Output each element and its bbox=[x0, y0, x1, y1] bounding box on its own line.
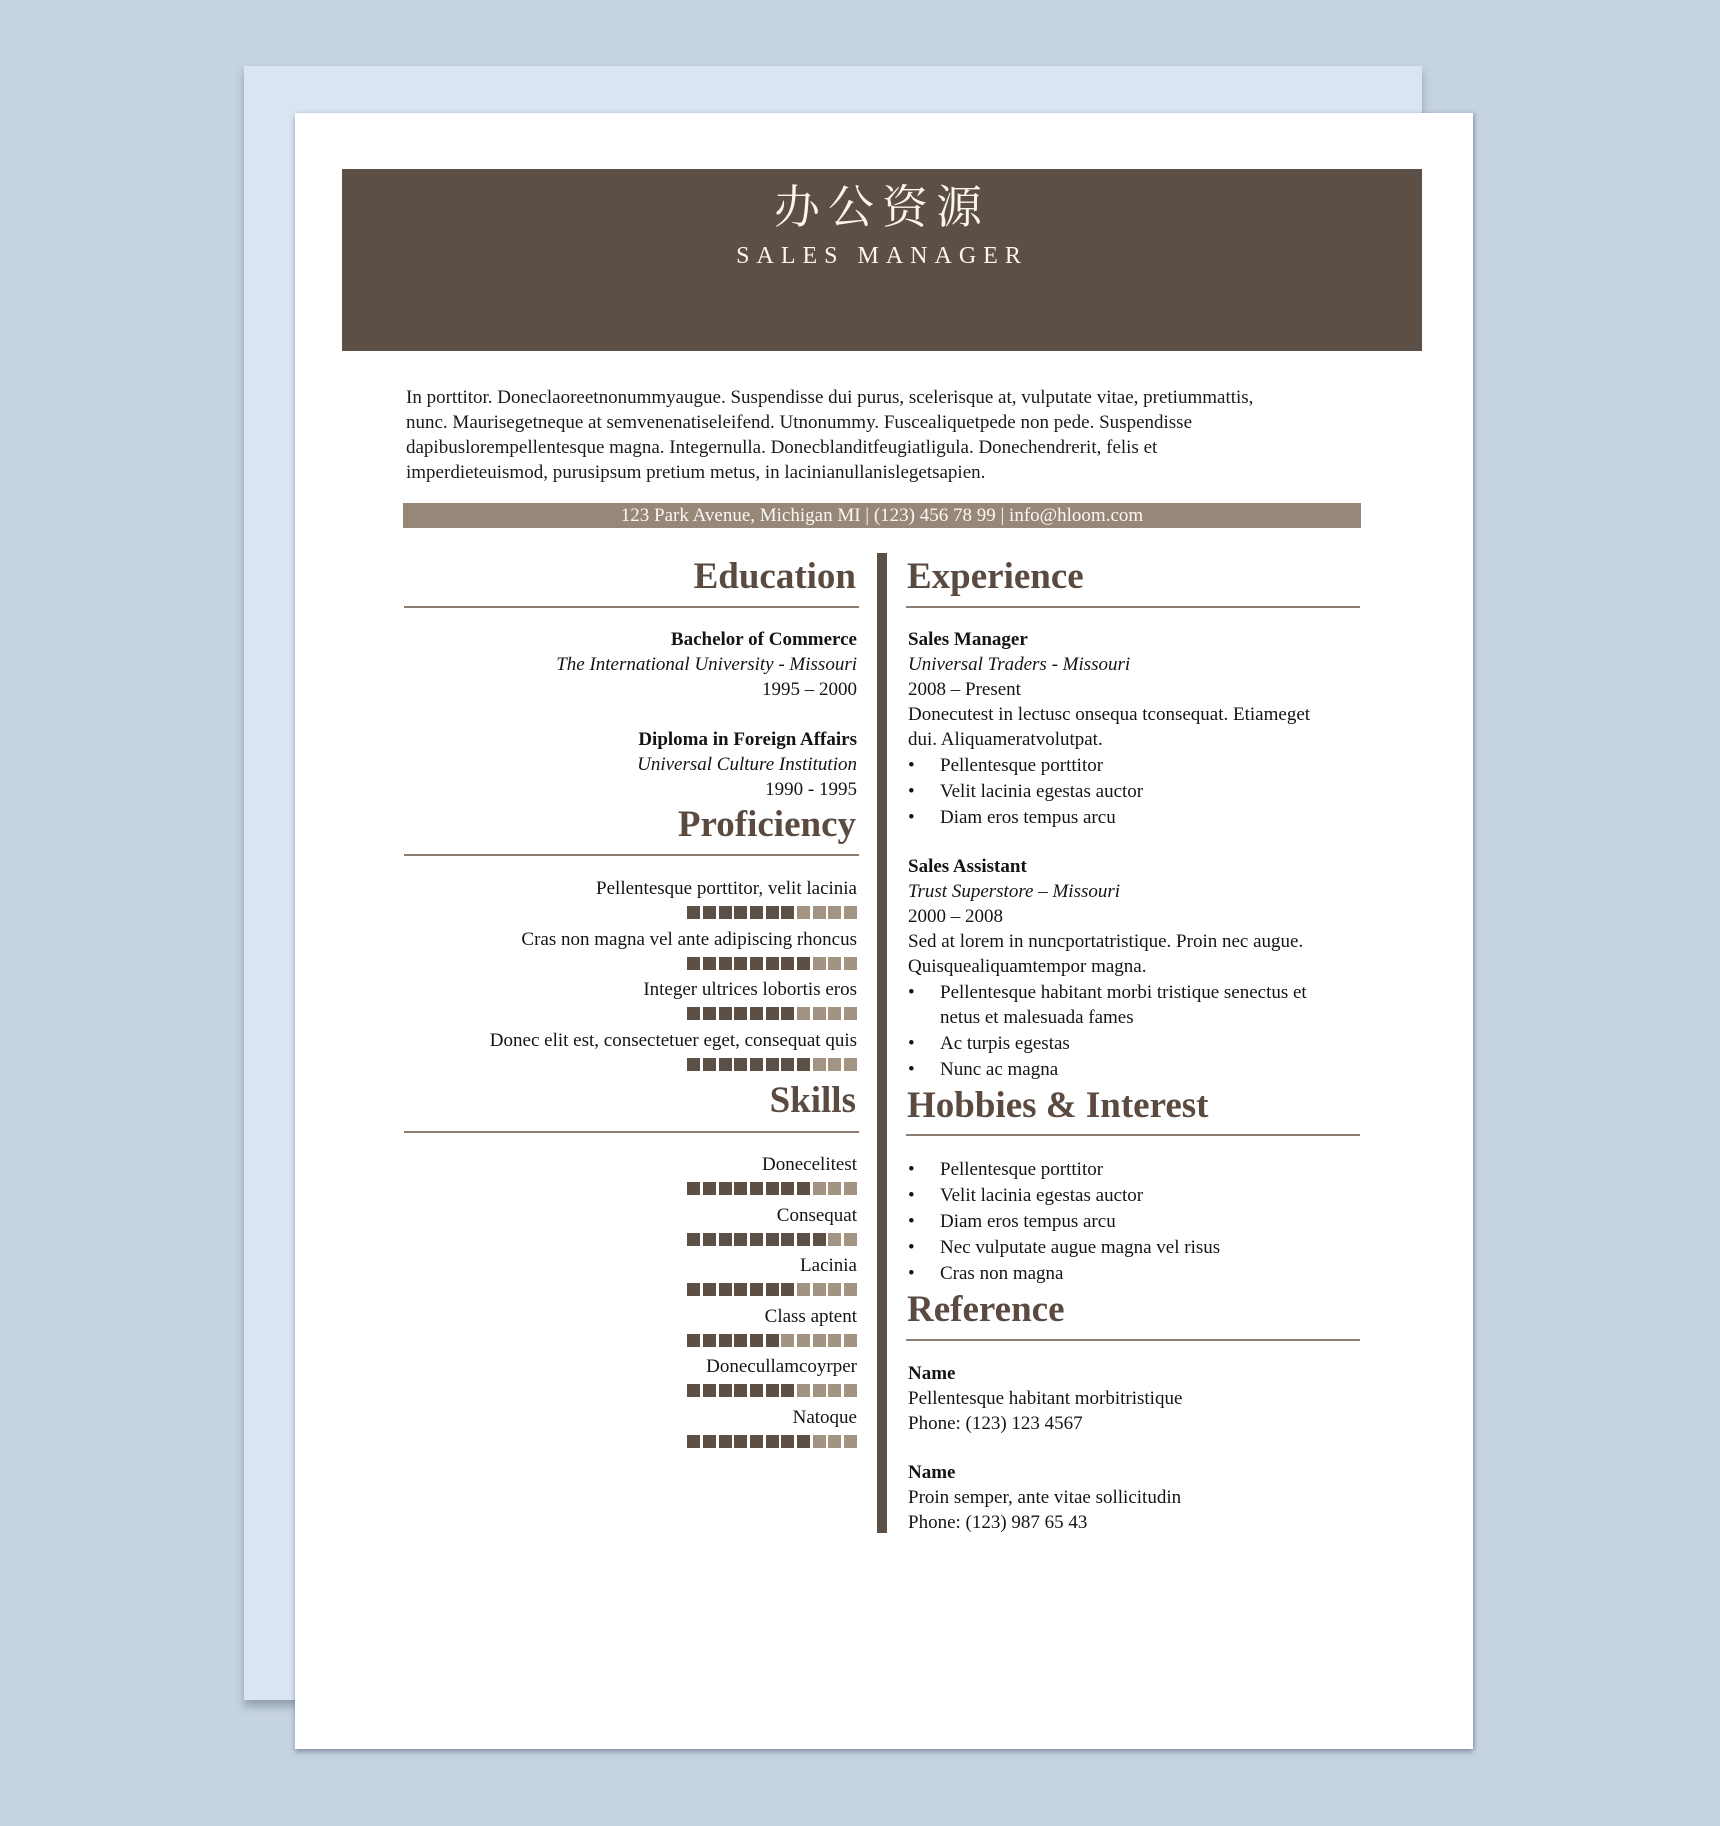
education-years: 1990 - 1995 bbox=[765, 779, 857, 800]
summary-line: nunc. Maurisegetneque at semvenenatiseleifend. Utnonummy. Fuscealiquetpede non pede. Suspendisse bbox=[406, 412, 1193, 433]
rating-square-filled-icon bbox=[766, 957, 779, 970]
rating-square-empty-icon bbox=[828, 1283, 841, 1296]
rating-square-empty-icon bbox=[813, 1007, 826, 1020]
proficiency-label: Donec elit est, consectetuer eget, consequat quis bbox=[489, 1030, 857, 1052]
candidate-name: 办公资源 bbox=[774, 180, 990, 234]
rating-square-filled-icon bbox=[703, 1283, 716, 1296]
proficiency-rule bbox=[404, 854, 859, 856]
rating-square-filled-icon bbox=[750, 1283, 763, 1296]
rating-square-filled-icon bbox=[797, 1435, 810, 1448]
proficiency-rating-meter bbox=[687, 1007, 857, 1020]
education-degree: Bachelor of Commerce bbox=[670, 629, 857, 650]
rating-square-empty-icon bbox=[844, 957, 857, 970]
rating-square-filled-icon bbox=[734, 906, 747, 919]
rating-square-filled-icon bbox=[703, 1435, 716, 1448]
rating-square-filled-icon bbox=[687, 1435, 700, 1448]
rating-square-filled-icon bbox=[766, 906, 779, 919]
rating-square-empty-icon bbox=[797, 1334, 810, 1347]
rating-square-filled-icon bbox=[719, 1182, 732, 1195]
skill-rating-meter bbox=[687, 1334, 857, 1347]
reference-description: Pellentesque habitant morbitristique bbox=[908, 1388, 1183, 1409]
rating-square-filled-icon bbox=[781, 1182, 794, 1195]
rating-square-filled-icon bbox=[734, 1182, 747, 1195]
rating-square-empty-icon bbox=[797, 906, 810, 919]
rating-square-empty-icon bbox=[844, 1007, 857, 1020]
summary-line: imperdieteuismod, purusipsum pretium metus, in lacinianullanislegetsapien. bbox=[406, 462, 986, 483]
skill-label: Consequat bbox=[776, 1204, 857, 1226]
rating-square-empty-icon bbox=[813, 1182, 826, 1195]
rating-square-empty-icon bbox=[781, 1334, 794, 1347]
rating-square-filled-icon bbox=[797, 957, 810, 970]
rating-square-filled-icon bbox=[750, 1435, 763, 1448]
hobbies-heading: Hobbies & Interest bbox=[907, 1085, 1209, 1126]
bullet-icon: • bbox=[908, 807, 915, 828]
rating-square-empty-icon bbox=[813, 1334, 826, 1347]
rating-square-empty-icon bbox=[844, 906, 857, 919]
bullet-icon: • bbox=[908, 755, 915, 776]
rating-square-filled-icon bbox=[797, 1233, 810, 1246]
rating-square-empty-icon bbox=[813, 1283, 826, 1296]
rating-square-filled-icon bbox=[781, 1058, 794, 1071]
education-school: Universal Culture Institution bbox=[637, 754, 857, 775]
rating-square-filled-icon bbox=[703, 1058, 716, 1071]
rating-square-filled-icon bbox=[781, 1435, 794, 1448]
reference-description: Proin semper, ante vitae sollicitudin bbox=[908, 1487, 1182, 1508]
rating-square-filled-icon bbox=[781, 1007, 794, 1020]
summary-paragraph bbox=[406, 385, 1356, 485]
experience-rule bbox=[906, 606, 1360, 608]
rating-square-filled-icon bbox=[781, 1233, 794, 1246]
rating-square-filled-icon bbox=[703, 1007, 716, 1020]
rating-square-empty-icon bbox=[844, 1233, 857, 1246]
rating-square-filled-icon bbox=[750, 957, 763, 970]
rating-square-filled-icon bbox=[750, 1007, 763, 1020]
reference-heading: Reference bbox=[907, 1289, 1065, 1330]
rating-square-empty-icon bbox=[797, 1283, 810, 1296]
skills-rule bbox=[404, 1131, 859, 1133]
bullet-icon: • bbox=[908, 1263, 915, 1284]
rating-square-empty-icon bbox=[813, 1435, 826, 1448]
rating-square-filled-icon bbox=[719, 1384, 732, 1397]
rating-square-filled-icon bbox=[797, 1182, 810, 1195]
rating-square-filled-icon bbox=[687, 1283, 700, 1296]
rating-square-filled-icon bbox=[719, 1007, 732, 1020]
rating-square-filled-icon bbox=[734, 1007, 747, 1020]
rating-square-filled-icon bbox=[719, 1435, 732, 1448]
bullet-icon: • bbox=[908, 1159, 915, 1180]
job-title: SALES MANAGER bbox=[736, 243, 1028, 269]
rating-square-filled-icon bbox=[734, 1233, 747, 1246]
reference-name: Name bbox=[908, 1363, 956, 1384]
rating-square-filled-icon bbox=[734, 1058, 747, 1071]
proficiency-rating-meter bbox=[687, 957, 857, 970]
rating-square-empty-icon bbox=[828, 1334, 841, 1347]
rating-square-filled-icon bbox=[719, 957, 732, 970]
rating-square-filled-icon bbox=[797, 1058, 810, 1071]
bullet-icon: • bbox=[908, 1059, 915, 1080]
proficiency-rating-meter bbox=[687, 1058, 857, 1071]
job-description: dui. Aliquameratvolutpat. bbox=[908, 729, 1103, 750]
rating-square-filled-icon bbox=[703, 1182, 716, 1195]
job-description: Sed at lorem in nuncportatristique. Proin nec augue. bbox=[908, 931, 1304, 952]
rating-square-filled-icon bbox=[687, 957, 700, 970]
reference-phone: Phone: (123) 987 65 43 bbox=[908, 1512, 1088, 1533]
bullet-icon: • bbox=[908, 1211, 915, 1232]
rating-square-filled-icon bbox=[750, 1384, 763, 1397]
rating-square-filled-icon bbox=[813, 1233, 826, 1246]
skills-heading: Skills bbox=[769, 1080, 856, 1121]
rating-square-empty-icon bbox=[813, 1058, 826, 1071]
hobbies-rule bbox=[906, 1134, 1360, 1136]
rating-square-filled-icon bbox=[687, 1182, 700, 1195]
proficiency-label: Pellentesque porttitor, velit lacinia bbox=[596, 878, 857, 899]
rating-square-filled-icon bbox=[703, 1384, 716, 1397]
rating-square-filled-icon bbox=[734, 1384, 747, 1397]
column-divider bbox=[877, 553, 887, 1533]
rating-square-filled-icon bbox=[766, 1283, 779, 1296]
rating-square-filled-icon bbox=[750, 1182, 763, 1195]
rating-square-empty-icon bbox=[813, 1384, 826, 1397]
job-description: Quisquealiquamtempor magna. bbox=[908, 956, 1147, 977]
rating-square-filled-icon bbox=[750, 1058, 763, 1071]
rating-square-filled-icon bbox=[781, 957, 794, 970]
skill-label: Class aptent bbox=[764, 1305, 857, 1327]
summary-line: dapibuslorempellentesque magna. Integernulla. Donecblanditfeugiatligula. Donechendrerit, felis et bbox=[406, 437, 1158, 458]
rating-square-empty-icon bbox=[797, 1007, 810, 1020]
rating-square-filled-icon bbox=[703, 1233, 716, 1246]
rating-square-empty-icon bbox=[844, 1283, 857, 1296]
bullet-icon: • bbox=[908, 982, 915, 1003]
rating-square-empty-icon bbox=[828, 1435, 841, 1448]
education-years: 1995 – 2000 bbox=[762, 679, 857, 700]
summary-line: In porttitor. Doneclaoreetnonummyaugue. Suspendisse dui purus, scelerisque at, vulputate vitae, pretiummattis, bbox=[406, 387, 1254, 408]
rating-square-empty-icon bbox=[828, 1384, 841, 1397]
bullet-icon: • bbox=[908, 1237, 915, 1258]
job-title: Sales Manager bbox=[908, 629, 1028, 650]
rating-square-filled-icon bbox=[703, 1334, 716, 1347]
proficiency-rating-meter bbox=[687, 906, 857, 919]
rating-square-filled-icon bbox=[734, 957, 747, 970]
rating-square-empty-icon bbox=[844, 1384, 857, 1397]
skill-rating-meter bbox=[687, 1435, 857, 1448]
reference-name: Name bbox=[908, 1462, 956, 1483]
bullet-icon: • bbox=[908, 781, 915, 802]
rating-square-filled-icon bbox=[719, 1233, 732, 1246]
proficiency-heading: Proficiency bbox=[677, 804, 856, 845]
rating-square-filled-icon bbox=[687, 1007, 700, 1020]
skill-rating-meter bbox=[687, 1182, 857, 1195]
rating-square-filled-icon bbox=[750, 1334, 763, 1347]
proficiency-label: Integer ultrices lobortis eros bbox=[643, 979, 857, 1001]
skill-rating-meter bbox=[687, 1233, 857, 1246]
rating-square-filled-icon bbox=[766, 1007, 779, 1020]
rating-square-filled-icon bbox=[687, 1334, 700, 1347]
rating-square-filled-icon bbox=[766, 1058, 779, 1071]
rating-square-filled-icon bbox=[734, 1334, 747, 1347]
rating-square-filled-icon bbox=[781, 906, 794, 919]
rating-square-empty-icon bbox=[828, 1007, 841, 1020]
rating-square-filled-icon bbox=[766, 1233, 779, 1246]
education-rule bbox=[404, 606, 859, 608]
rating-square-empty-icon bbox=[813, 906, 826, 919]
rating-square-empty-icon bbox=[813, 957, 826, 970]
rating-square-empty-icon bbox=[797, 1384, 810, 1397]
rating-square-filled-icon bbox=[734, 1283, 747, 1296]
job-years: 2008 – Present bbox=[908, 679, 1021, 700]
education-heading: Education bbox=[693, 556, 856, 597]
skill-label: Lacinia bbox=[800, 1255, 857, 1277]
reference-phone: Phone: (123) 123 4567 bbox=[908, 1413, 1083, 1434]
rating-square-empty-icon bbox=[844, 1435, 857, 1448]
rating-square-filled-icon bbox=[687, 1233, 700, 1246]
skill-rating-meter bbox=[687, 1384, 857, 1397]
rating-square-filled-icon bbox=[781, 1384, 794, 1397]
proficiency-label: Cras non magna vel ante adipiscing rhoncus bbox=[521, 928, 857, 950]
rating-square-filled-icon bbox=[687, 1384, 700, 1397]
bullet-icon: • bbox=[908, 1185, 915, 1206]
experience-heading: Experience bbox=[907, 556, 1084, 597]
rating-square-filled-icon bbox=[750, 1233, 763, 1246]
reference-rule bbox=[906, 1339, 1360, 1341]
rating-square-filled-icon bbox=[719, 1334, 732, 1347]
bullet-icon: • bbox=[908, 1033, 915, 1054]
rating-square-filled-icon bbox=[766, 1384, 779, 1397]
rating-square-filled-icon bbox=[687, 1058, 700, 1071]
resume-header bbox=[342, 169, 1422, 351]
job-company: Universal Traders - Missouri bbox=[908, 654, 1131, 675]
rating-square-empty-icon bbox=[844, 1058, 857, 1071]
rating-square-filled-icon bbox=[734, 1435, 747, 1448]
rating-square-filled-icon bbox=[703, 957, 716, 970]
rating-square-empty-icon bbox=[828, 1233, 841, 1246]
education-school: The International University - Missouri bbox=[556, 654, 857, 675]
rating-square-filled-icon bbox=[703, 906, 716, 919]
rating-square-empty-icon bbox=[828, 1058, 841, 1071]
rating-square-filled-icon bbox=[750, 906, 763, 919]
rating-square-empty-icon bbox=[844, 1334, 857, 1347]
rating-square-empty-icon bbox=[844, 1182, 857, 1195]
rating-square-filled-icon bbox=[687, 906, 700, 919]
skill-label: Natoque bbox=[792, 1407, 857, 1428]
rating-square-empty-icon bbox=[828, 1182, 841, 1195]
education-degree: Diploma in Foreign Affairs bbox=[638, 729, 857, 750]
skill-rating-meter bbox=[687, 1283, 857, 1296]
rating-square-filled-icon bbox=[719, 906, 732, 919]
rating-square-filled-icon bbox=[766, 1334, 779, 1347]
job-title: Sales Assistant bbox=[908, 856, 1027, 877]
rating-square-filled-icon bbox=[719, 1283, 732, 1296]
contact-bar: 123 Park Avenue, Michigan MI | (123) 456 78 99 | info@hloom.com bbox=[403, 503, 1361, 528]
rating-square-filled-icon bbox=[766, 1435, 779, 1448]
job-description: Donecutest in lectusc onsequa tconsequat. Etiameget bbox=[908, 704, 1311, 725]
skill-label: Donecullamcoyrper bbox=[706, 1356, 857, 1378]
rating-square-empty-icon bbox=[828, 906, 841, 919]
rating-square-filled-icon bbox=[781, 1283, 794, 1296]
skill-label: Donecelitest bbox=[762, 1154, 857, 1175]
rating-square-filled-icon bbox=[766, 1182, 779, 1195]
rating-square-empty-icon bbox=[828, 957, 841, 970]
job-company: Trust Superstore – Missouri bbox=[908, 881, 1121, 902]
job-years: 2000 – 2008 bbox=[908, 906, 1003, 927]
rating-square-filled-icon bbox=[719, 1058, 732, 1071]
